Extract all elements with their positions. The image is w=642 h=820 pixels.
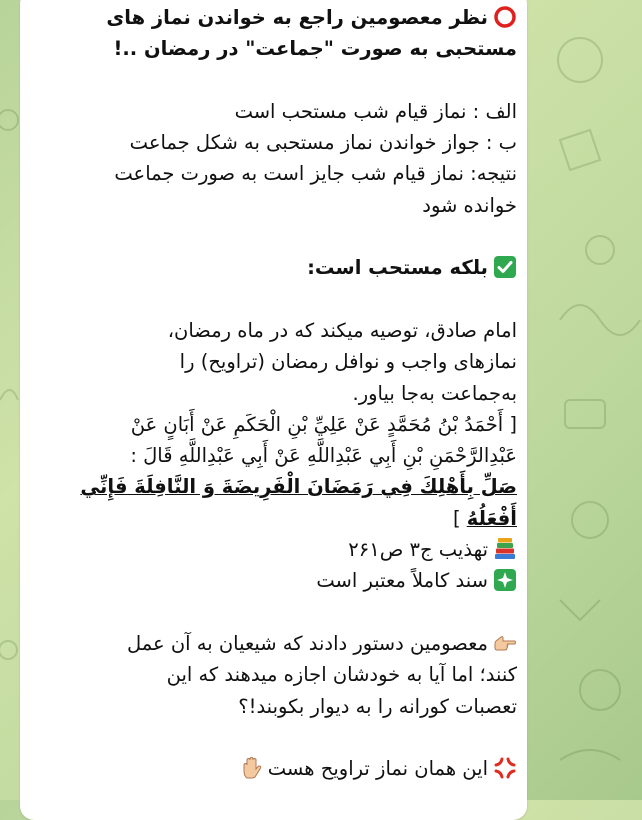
answer-heading-line xyxy=(30,252,517,283)
spacer xyxy=(30,221,517,252)
sanad-line xyxy=(30,565,517,596)
heading-text-1: نظر معصومین راجع به خواندن نماز های xyxy=(106,6,488,29)
hadith-line-1: [ أَحْمَدُ بْنُ مُحَمَّدٍ عَنْ عَلِيِّ بْنِ الْحَكَمِ عَنْ أَبَانٍ عَنْ xyxy=(130,412,517,436)
final-text: این همان نماز تراویح هست xyxy=(267,757,488,781)
spacer xyxy=(30,284,517,315)
hadith-line-4 xyxy=(30,503,517,534)
books-icon xyxy=(493,537,517,561)
premise-a: الف : نماز قیام شب مستحب است xyxy=(234,99,517,123)
hadith-close-bracket: ] xyxy=(452,506,467,530)
final-line xyxy=(30,753,517,784)
source-text: تهذیب ج۳ ص۲۶۱ xyxy=(348,538,488,562)
spacer xyxy=(30,65,517,96)
imam-line-1: امام صادق، توصیه میکند که در ماه رمضان، xyxy=(167,318,517,342)
red-circle-icon xyxy=(493,5,517,29)
hadith-line-3: صَلِّ بِأَهْلِكَ فِي رَمَضَانَ الْفَرِيضَةَ وَ النَّافِلَةَ فَإِنِّي xyxy=(80,475,517,499)
anger-symbol-icon xyxy=(493,756,517,780)
hadith-line-4-text: أَفْعَلُهُ xyxy=(466,506,517,530)
source-line xyxy=(30,534,517,565)
green-check-box-icon xyxy=(493,255,517,279)
imam-line-3: به‌جماعت به‌جا بیاور. xyxy=(352,381,517,405)
sanad-text: سند کاملاً معتبر است xyxy=(316,569,488,593)
spacer xyxy=(30,722,517,753)
question-text-3: تعصبات کورانه را به دیوار بکوبند!؟ xyxy=(238,694,517,718)
raised-hand-icon xyxy=(240,756,264,780)
conclusion-2: خوانده شود xyxy=(422,193,517,217)
hadith-line-2: عَبْدِالرَّحْمَنِ بْنِ أَبِي عَبْدِاللَّهِ عَنْ أَبِي عَبْدِاللَّهِ قَالَ : xyxy=(130,444,517,468)
pointing-hand-icon xyxy=(493,631,517,655)
question-text-2: کنند؛ اما آیا به خودشان اجازه میدهند که این xyxy=(166,663,517,687)
heading-text-2: مستحبی به صورت "جماعت" در رمضان ..! xyxy=(113,37,517,61)
answer-heading-text: بلکه مستحب است: xyxy=(307,256,488,280)
imam-line-2: نمازهای واجب و نوافل رمضان (تراویح) را xyxy=(179,350,517,374)
spacer xyxy=(30,597,517,628)
message-text xyxy=(30,0,517,784)
heading-line xyxy=(30,2,517,33)
question-text-1: معصومین دستور دادند که شیعیان به آن عمل xyxy=(126,631,488,655)
question-line-1 xyxy=(30,628,517,659)
premise-b: ب : جواز خواندن نماز مستحبی به شکل جماعت xyxy=(129,131,517,155)
sparkle-box-icon xyxy=(493,568,517,592)
conclusion-1: نتیجه: نماز قیام شب جایز است به صورت جماعت xyxy=(114,162,517,186)
